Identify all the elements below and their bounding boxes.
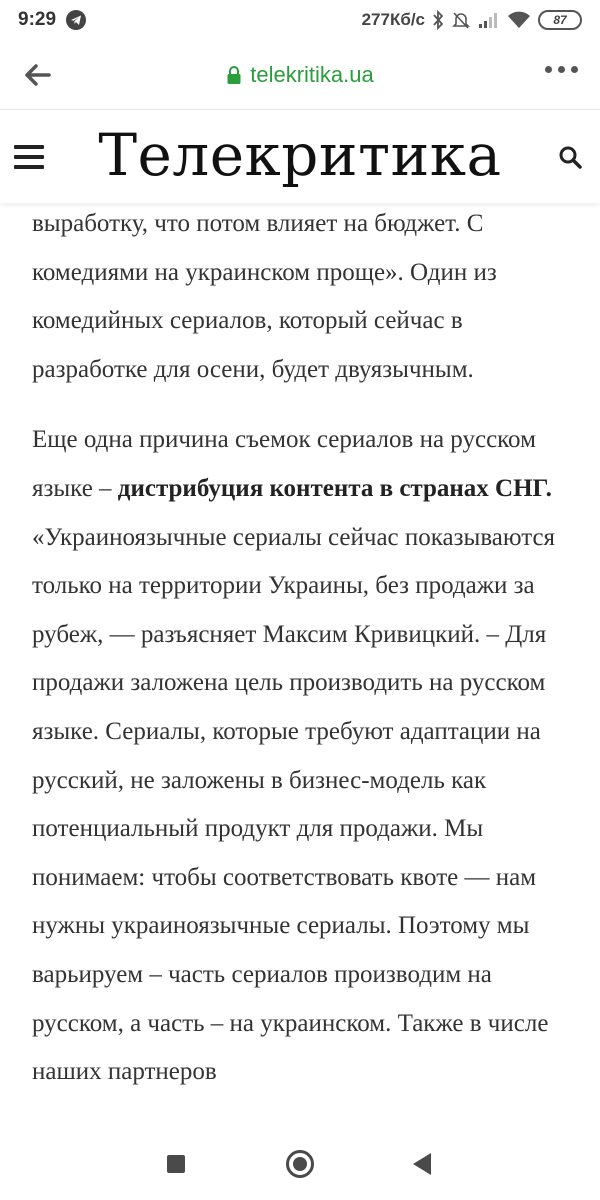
article-paragraph: выработку, что потом влияет на бюджет. С комедиями на украинском проще». Один из комедийных сериалов, который сейчас в разработке для осени, будет двуязычным. (32, 210, 497, 383)
battery-icon: 87 (538, 10, 582, 30)
article-paragraph (32, 416, 572, 1096)
system-nav-bar (0, 1128, 600, 1200)
browser-toolbar (0, 40, 600, 110)
telegram-icon (66, 10, 86, 30)
more-icon[interactable] (545, 66, 578, 73)
bluetooth-icon (432, 10, 444, 30)
paragraph-text: «Украиноязычные сериалы сейчас показываются только на территории Украины, без продажи за рубеж, — разъясняет Максим Кривицкий. – Для продажи заложена цель производить на русском языке. Сериалы, которые требуют адаптации на русский, не заложены в бизнес-модель как потенциальный продукт для продажи. Мы понимаем: чтобы соответствовать квоте — нам нужны украиноязычные сериалы. Поэтому мы варьируем – часть сериалов производим на русском, а часть – на украинском. Также в числе наших партнеров (32, 523, 556, 1086)
url-text: telekritika.ua (250, 62, 374, 87)
status-time: 9:29 (18, 9, 57, 30)
content-fade (0, 1100, 600, 1128)
article-body (32, 200, 572, 1128)
search-icon[interactable] (558, 145, 584, 171)
mute-icon (451, 10, 471, 30)
site-logo[interactable]: Телекритика (98, 121, 502, 189)
status-left (18, 9, 86, 31)
home-button[interactable] (286, 1150, 314, 1178)
site-header (0, 111, 600, 203)
wifi-icon (507, 11, 531, 29)
bold-text: дистрибуция контента в странах СНГ. (117, 474, 552, 502)
paragraph-text: Еще одна причина съемок сериалов на русском языке – (32, 426, 536, 502)
recent-apps-button[interactable] (167, 1155, 185, 1173)
lock-icon (226, 65, 242, 85)
back-arrow-icon (23, 63, 51, 87)
back-button[interactable] (20, 58, 54, 92)
net-speed: 277Кб/с (361, 10, 425, 29)
nav-back-button[interactable] (413, 1153, 431, 1175)
signal-icon (478, 11, 500, 29)
address-bar[interactable] (0, 40, 600, 110)
status-bar (0, 0, 600, 40)
status-right (362, 10, 582, 30)
